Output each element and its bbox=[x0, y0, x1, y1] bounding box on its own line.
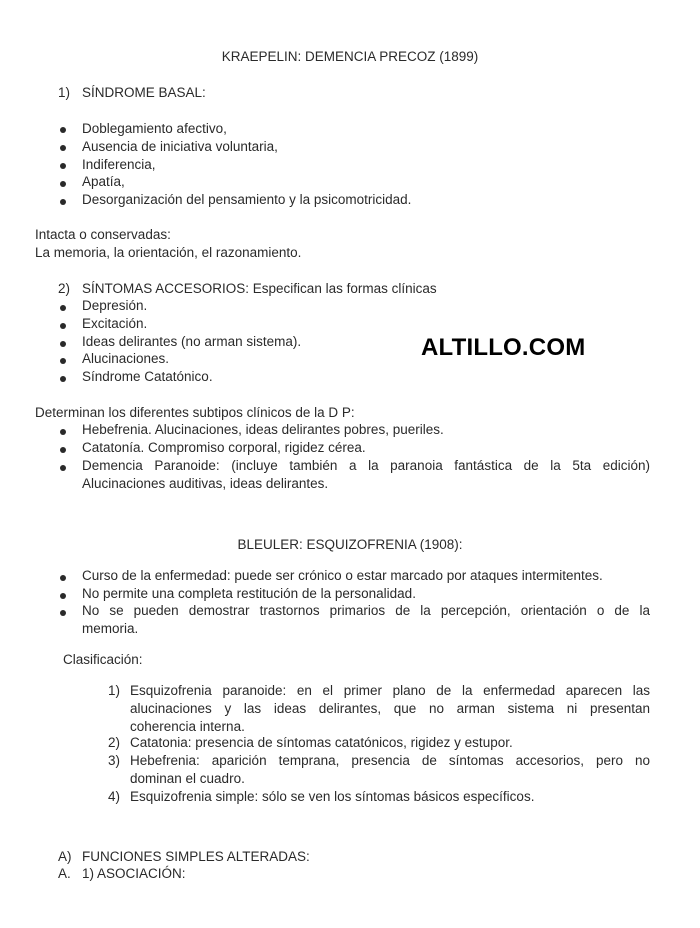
intact-items: La memoria, la orientación, el razonamiento. bbox=[35, 245, 302, 260]
list-item bbox=[82, 457, 650, 493]
bullet-icon bbox=[60, 181, 66, 187]
paragraph-line: Demencia Paranoide: (incluye también a la paranoia fantástica de la 5ta edición) bbox=[82, 458, 650, 473]
paragraph-line: coherencia interna. bbox=[130, 719, 245, 734]
list-item: Hebefrenia. Alucinaciones, ideas delirantes pobres, pueriles. bbox=[82, 422, 444, 437]
list-item: Doblegamiento afectivo, bbox=[82, 121, 227, 136]
paragraph-line: Hebefrenia: aparición temprana, presencia de síntomas accesorios, pero no bbox=[130, 753, 650, 768]
class-4-text: Esquizofrenia simple: sólo se ven los síntomas básicos específicos. bbox=[130, 789, 535, 804]
bullet-icon bbox=[60, 358, 66, 364]
watermark-logo: ALTILLO.COM bbox=[421, 334, 586, 361]
class-2-text: Catatonia: presencia de síntomas catatónicos, rigidez y estupor. bbox=[130, 735, 513, 750]
list-item: Apatía, bbox=[82, 174, 125, 189]
bullet-icon bbox=[60, 610, 66, 616]
bullet-icon bbox=[60, 305, 66, 311]
list-item: No permite una completa restitución de la personalidad. bbox=[82, 586, 416, 601]
bullet-icon bbox=[60, 575, 66, 581]
bullet-icon bbox=[60, 593, 66, 599]
list-item: Excitación. bbox=[82, 316, 148, 331]
bleuler-title: BLEULER: ESQUIZOFRENIA (1908): bbox=[237, 537, 463, 552]
paragraph-line: Esquizofrenia paranoide: en el primer plano de la enfermedad aparecen las bbox=[130, 683, 650, 698]
bullet-icon bbox=[60, 199, 66, 205]
class-4-number: 4) bbox=[108, 789, 121, 804]
section-1-number: 1) bbox=[58, 85, 71, 100]
class-3-text bbox=[130, 752, 650, 788]
bullet-icon bbox=[60, 465, 66, 471]
bullet-icon bbox=[60, 163, 66, 169]
list-item: Curso de la enfermedad: puede ser crónico o estar marcado por ataques intermitentes. bbox=[82, 568, 603, 583]
paragraph-line: alucinaciones y las ideas delirantes, que no arman sistema ni presentan bbox=[130, 701, 650, 716]
list-item: Catatonía. Compromiso corporal, rigidez cérea. bbox=[82, 440, 366, 455]
paragraph-line: No se pueden demostrar trastornos primarios de la percepción, orientación o de la bbox=[82, 603, 650, 618]
paragraph-line: dominan el cuadro. bbox=[130, 771, 245, 786]
functions-a-label: A) bbox=[58, 849, 72, 864]
list-item: Desorganización del pensamiento y la psicomotricidad. bbox=[82, 192, 412, 207]
bullet-icon bbox=[60, 127, 66, 133]
list-item: Depresión. bbox=[82, 298, 148, 313]
paragraph-line: memoria. bbox=[82, 621, 139, 636]
bullet-icon bbox=[60, 376, 66, 382]
bullet-icon bbox=[60, 323, 66, 329]
section-2-title: SÍNTOMAS ACCESORIOS: Especifican las formas clínicas bbox=[82, 281, 437, 296]
section-1-title: SÍNDROME BASAL: bbox=[82, 85, 206, 100]
list-item bbox=[82, 602, 650, 638]
functions-a-title: FUNCIONES SIMPLES ALTERADAS: bbox=[82, 849, 310, 864]
section-2-number: 2) bbox=[58, 281, 71, 296]
class-2-number: 2) bbox=[108, 735, 121, 750]
intact-label: Intacta o conservadas: bbox=[35, 227, 171, 242]
class-1-text bbox=[130, 682, 650, 736]
bullet-icon bbox=[60, 429, 66, 435]
list-item: Ideas delirantes (no arman sistema). bbox=[82, 334, 302, 349]
bullet-icon bbox=[60, 447, 66, 453]
bullet-icon bbox=[60, 341, 66, 347]
functions-b-label: A. bbox=[58, 866, 71, 881]
functions-b-title: 1) ASOCIACIÓN: bbox=[82, 866, 186, 881]
list-item: Síndrome Catatónico. bbox=[82, 369, 213, 384]
kraepelin-title: KRAEPELIN: DEMENCIA PRECOZ (1899) bbox=[221, 49, 479, 64]
bullet-icon bbox=[60, 145, 66, 151]
paragraph-line: Alucinaciones auditivas, ideas delirantes. bbox=[82, 476, 329, 491]
class-3-number: 3) bbox=[108, 753, 121, 768]
list-item: Ausencia de iniciativa voluntaria, bbox=[82, 139, 278, 154]
list-item: Indiferencia, bbox=[82, 157, 156, 172]
list-item: Alucinaciones. bbox=[82, 351, 170, 366]
classification-label: Clasificación: bbox=[63, 652, 143, 667]
subtypes-intro: Determinan los diferentes subtipos clínicos de la D P: bbox=[35, 405, 355, 420]
class-1-number: 1) bbox=[108, 683, 121, 698]
